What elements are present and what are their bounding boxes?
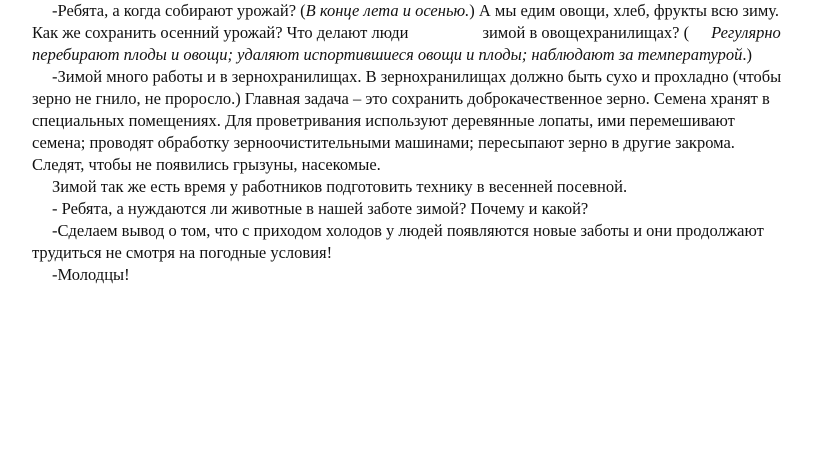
text-line-1 <box>52 0 779 22</box>
text-line-6: специальных помещениях. Для проветривания используют деревянные лопаты, ими перемешивают <box>32 111 735 130</box>
text-line-12: трудиться не смотря на погодные условия! <box>32 243 333 262</box>
text-winter-food: ) А мы едим овощи, хлеб, фрукты всю зиму. <box>469 1 780 20</box>
text-line-8: Следят, чтобы не появились грызуны, насекомые. <box>32 155 381 174</box>
text-line-3 <box>32 44 752 66</box>
text-line-7: семена; проводят обработку зерноочистительными машинами; пересыпают зерно в другие закрома. <box>32 133 735 152</box>
answer-harvest: В конце лета и осенью. <box>305 1 470 20</box>
question-keep-harvest: Как же сохранить осенний урожай? Что делают люди <box>32 23 409 42</box>
question-harvest: -Ребята, а когда собирают урожай? ( <box>52 1 306 20</box>
answer-storage-start: Регулярно <box>711 23 781 42</box>
answer-storage-rest: перебирают плоды и овощи; удаляют испортившиеся овощи и плоды; наблюдают за температурой <box>32 45 743 64</box>
text-line-5: зерно не гнило, не проросло.) Главная задача – это сохранить доброкачественное зерно. Семена хранят в <box>32 89 770 108</box>
text-line-13: -Молодцы! <box>52 265 130 284</box>
text-line-10: - Ребята, а нуждаются ли животные в нашей заботе зимой? Почему и какой? <box>52 199 589 218</box>
text-line-2 <box>32 22 781 44</box>
text-line-11: -Сделаем вывод о том, что с приходом холодов у людей появляются новые заботы и они продолжают <box>52 221 764 240</box>
text-line-4: -Зимой много работы и в зернохранилищах. В зернохранилищах должно быть сухо и прохладно (чтобы <box>52 67 782 86</box>
question-storage: зимой в овощехранилищах? ( <box>482 23 690 42</box>
text-line-9: Зимой так же есть время у работников подготовить технику в весенней посевной. <box>52 177 628 196</box>
answer-storage-end: .) <box>742 45 753 64</box>
